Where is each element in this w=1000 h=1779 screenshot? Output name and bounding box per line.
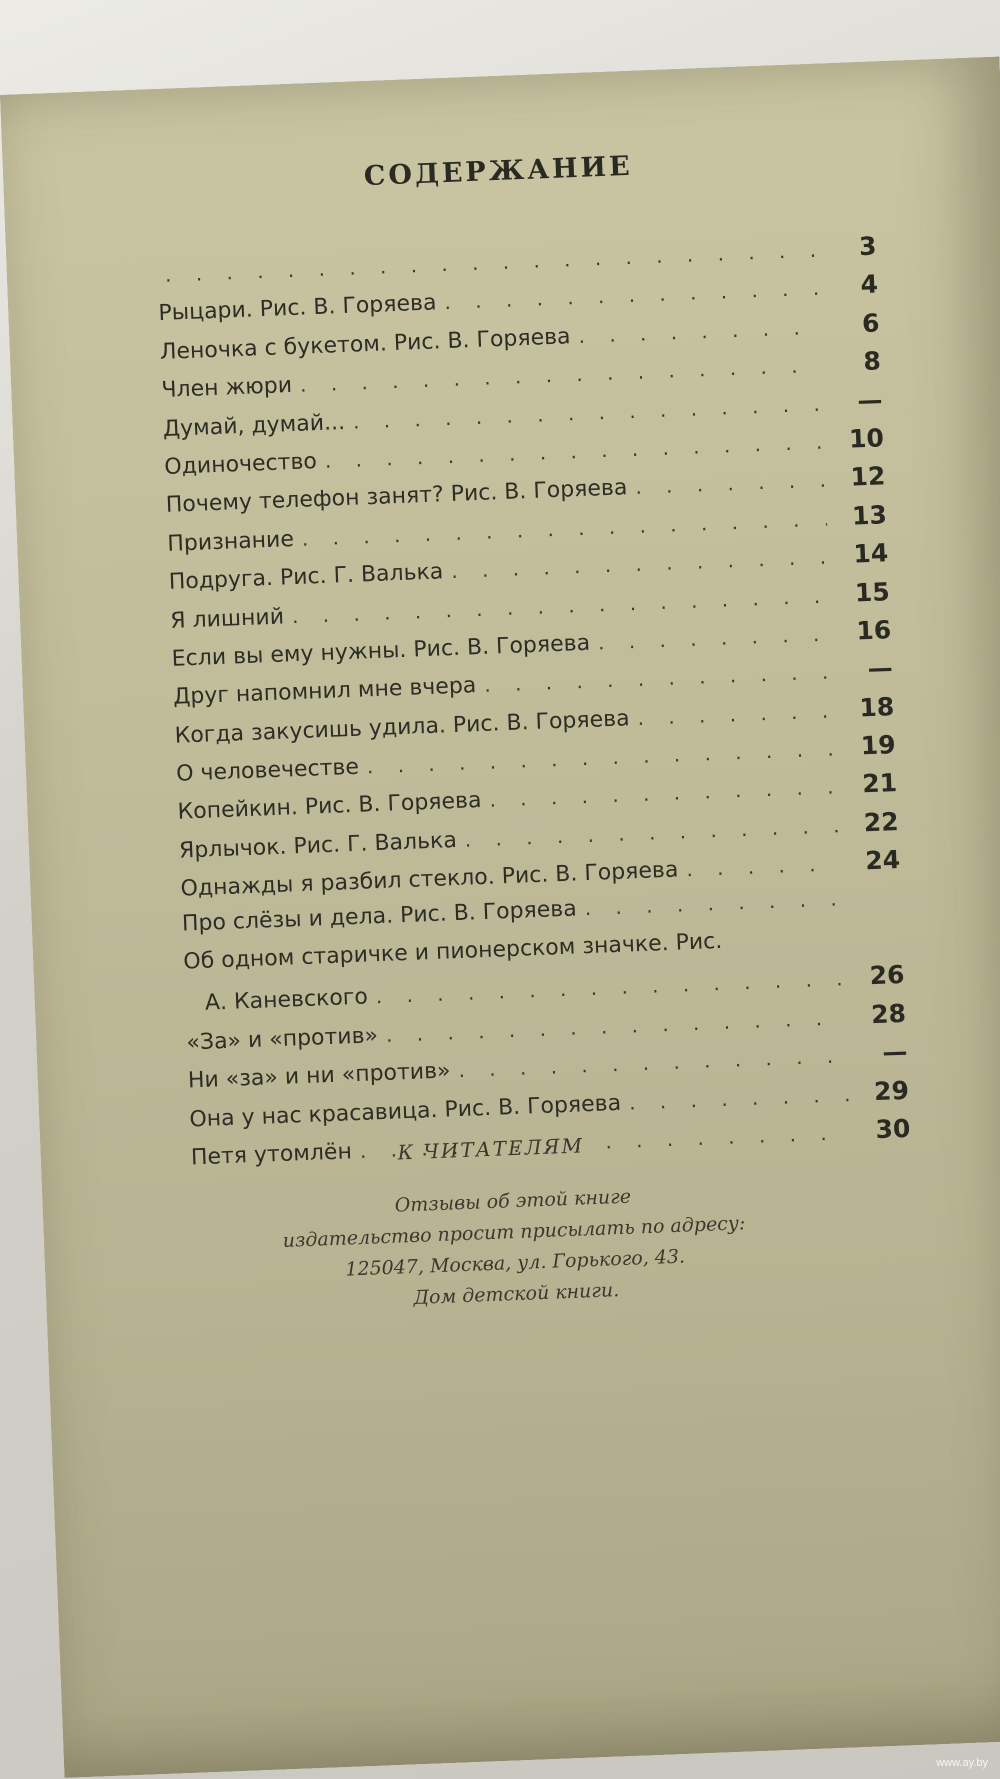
dot-leader — [723, 943, 844, 948]
toc-entry-title: Член жюри — [160, 373, 293, 404]
toc-entry-title: Копейкин. Рис. В. Горяева — [177, 788, 482, 826]
toc-entry-page: 21 — [861, 768, 898, 799]
toc-entry-page: 8 — [862, 346, 882, 377]
table-of-contents — [156, 231, 911, 1179]
toc-entry-title: Одиночество — [163, 449, 318, 480]
toc-entry-title: Я лишний — [169, 604, 285, 634]
toc-entry-title: Ни «за» и ни «против» — [187, 1058, 451, 1094]
toc-entry-page: 3 — [858, 231, 877, 262]
toc-entry-page: 14 — [852, 538, 889, 569]
toc-entry-page: 26 — [869, 960, 905, 991]
toc-entry-page: 30 — [875, 1113, 911, 1145]
toc-entry-title: Петя утомлён — [190, 1139, 353, 1171]
toc-entry-title: «За» и «против» — [186, 1023, 379, 1056]
contents-title: СОДЕРЖАНИЕ — [363, 150, 634, 193]
toc-entry-title: Когда закусишь удила. Рис. В. Горяева — [174, 705, 631, 749]
toc-entry-title: О человечестве — [175, 754, 360, 787]
readers-notice-line: 125047, Москва, ул. Горького, 43. — [345, 1245, 686, 1281]
toc-entry-title: Друг напомнил мне вчера — [172, 673, 477, 711]
readers-notice-line: Отзывы об этой книге — [394, 1185, 632, 1217]
toc-entry-title: Об одном старичке и пионерском значке. Рис. — [182, 928, 723, 975]
toc-entry-title: Она у нас красавица. Рис. В. Горяева — [188, 1090, 622, 1133]
toc-entry-page: 6 — [861, 308, 880, 338]
dot-leader — [590, 621, 832, 654]
toc-entry-title: Однажды я разбил стекло. Рис. В. Горяева — [180, 857, 679, 902]
toc-entry-page: 16 — [855, 615, 892, 646]
toc-entry-title: Признание — [166, 526, 295, 557]
toc-entry-title: Ярлычок. Рис. Г. Валька — [178, 827, 458, 864]
toc-entry-title: Про слёзы и дела. Рис. В. Горяева — [181, 896, 578, 937]
toc-entry-title: Почему телефон занят? Рис. В. Горяева — [165, 475, 628, 519]
dot-leader — [621, 1082, 850, 1115]
toc-entry-title: Подруга. Рис. Г. Валька — [168, 559, 444, 595]
readers-notice — [232, 1175, 796, 1320]
readers-heading: К ЧИТАТЕЛЯМ — [397, 1133, 585, 1165]
dot-leader — [627, 468, 826, 500]
readers-notice-line: издательство просит присылать по адресу: — [282, 1212, 746, 1252]
toc-entry-page: — — [867, 653, 894, 684]
dot-leader — [570, 315, 820, 349]
readers-notice-line: Дом детской книги. — [413, 1279, 620, 1309]
toc-entry-page — [843, 941, 903, 943]
toc-entry-page: 18 — [858, 691, 895, 723]
toc-entry-page: 19 — [860, 730, 897, 761]
toc-entry-title: Если вы ему нужны. Рис. В. Горяева — [171, 630, 591, 672]
toc-entry-page: 29 — [873, 1075, 910, 1106]
toc-entry-page: — — [881, 1037, 908, 1068]
toc-entry-title: Думай, думай... — [162, 409, 346, 442]
toc-entry-page: 22 — [863, 806, 900, 838]
dot-leader — [629, 698, 835, 730]
dot-leader — [678, 852, 841, 882]
toc-entry-title: Рыцари. Рис. В. Горяева — [158, 290, 437, 327]
toc-entry-title: А. Каневского — [204, 984, 369, 1017]
toc-entry-page: 12 — [849, 461, 886, 492]
toc-entry-page: 15 — [854, 576, 891, 608]
toc-entry-page: — — [856, 384, 883, 415]
toc-entry-page: 13 — [851, 500, 888, 531]
toc-entry-title: Леночка с букетом. Рис. В. Горяева — [159, 324, 572, 365]
toc-entry-page: 10 — [848, 423, 885, 454]
toc-entry-page: 4 — [859, 269, 879, 300]
toc-entry-page — [842, 903, 902, 905]
toc-entry-page: 28 — [870, 998, 907, 1030]
site-watermark: www.ay.by — [936, 1757, 988, 1769]
toc-entry-page: 24 — [864, 845, 901, 876]
book-page — [0, 57, 1000, 1778]
